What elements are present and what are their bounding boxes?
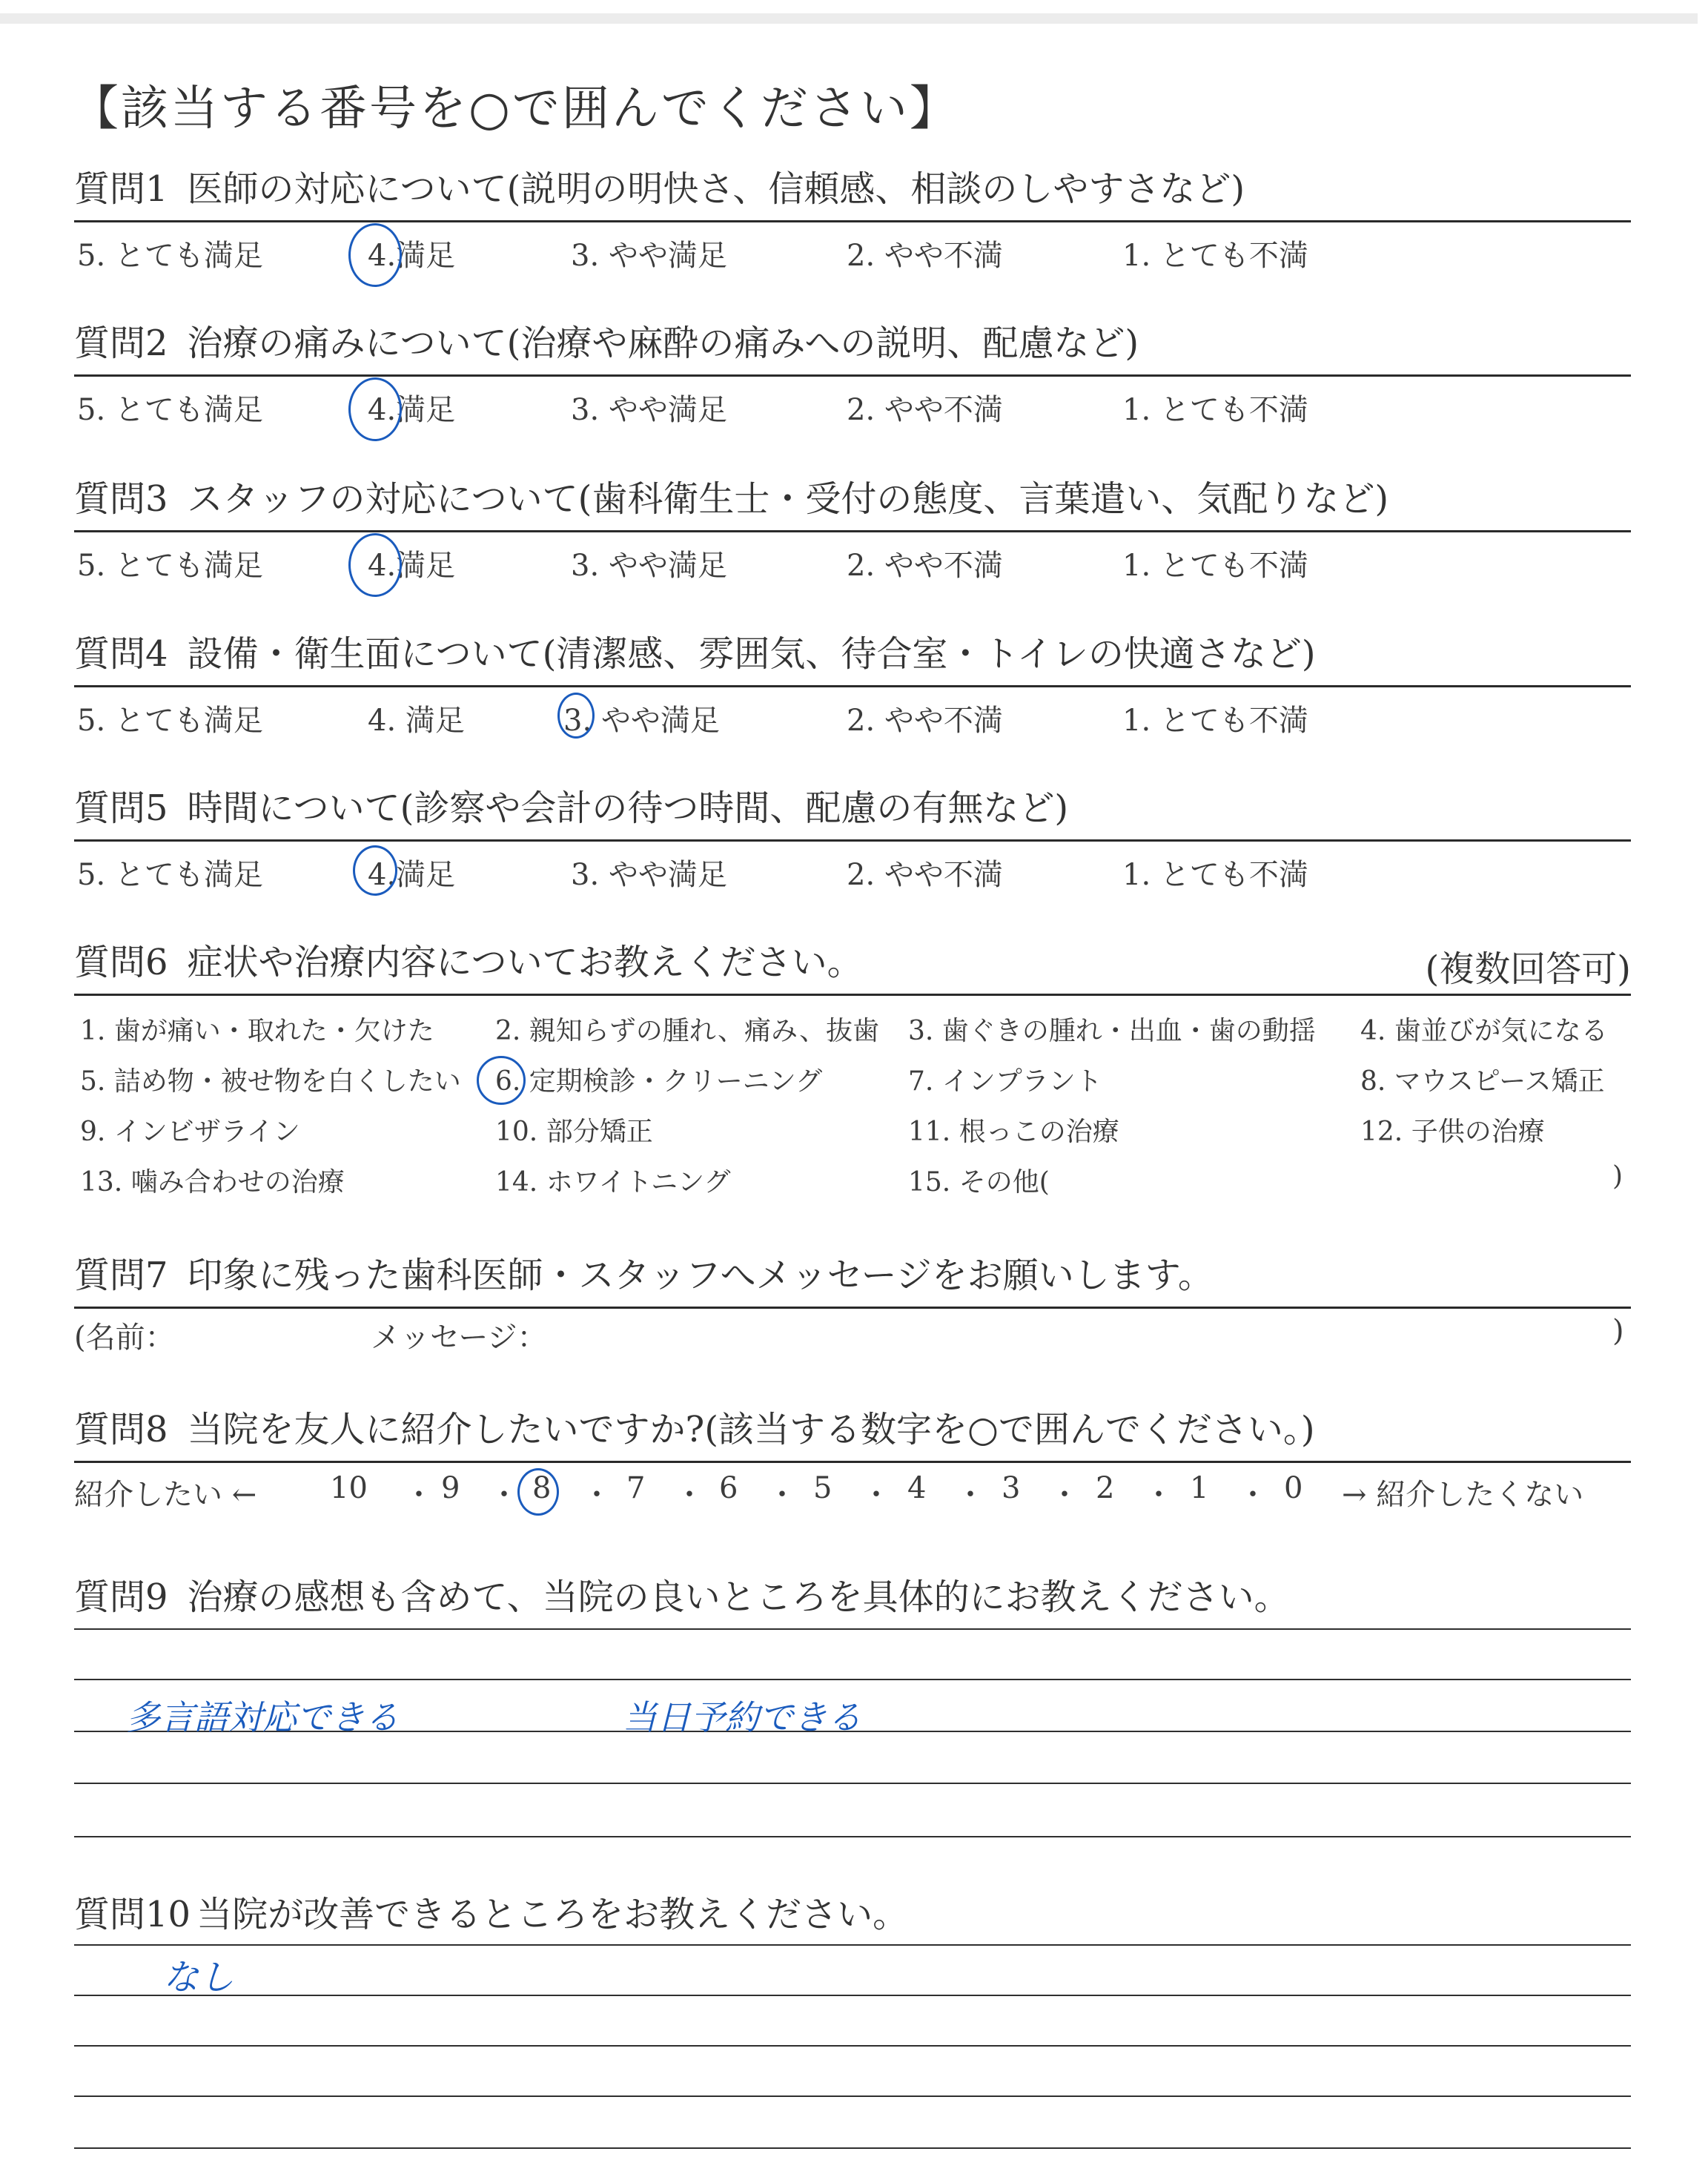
option-3[interactable]: 3. やや満足 <box>571 393 727 427</box>
option-1[interactable]: 1. とても不満 <box>1122 858 1308 892</box>
rating-options <box>74 386 1631 428</box>
option-3[interactable]: 3. やや満足 <box>571 858 727 892</box>
multi-answer-note: (複数回答可) <box>1425 948 1631 990</box>
option-3[interactable]: 3. やや満足 <box>563 704 720 738</box>
selection-circle <box>477 1056 526 1105</box>
answer-line <box>74 1944 1631 1946</box>
question-title: 質問8 当院を友人に紹介したいですか?(該当する数字を○で囲んでください。) <box>74 1409 1315 1450</box>
selection-circle <box>348 377 402 441</box>
answer-line <box>74 1836 1631 1837</box>
recommend-right-label: → 紹介したくない <box>1342 1478 1584 1512</box>
symptom-option-9[interactable]: 9. インビザライン <box>80 1117 300 1147</box>
scale-sep: ・ <box>861 1478 891 1512</box>
option-3[interactable]: 3. やや満足 <box>571 239 727 273</box>
scale-3[interactable]: 3 <box>1002 1471 1021 1505</box>
option-5[interactable]: 5. とても満足 <box>77 704 263 738</box>
option-1[interactable]: 1. とても不満 <box>1122 393 1308 427</box>
question-title: 質問3 スタッフの対応について(歯科衛生士・受付の態度、言葉遣い、気配りなど) <box>74 478 1389 520</box>
selection-circle <box>348 533 402 597</box>
question-title: 質問5 時間について(診察や会計の待つ時間、配慮の有無など) <box>74 787 1069 829</box>
question-title: 質問10 当院が改善できるところをお教えください。 <box>74 1894 909 1935</box>
scale-sep: ・ <box>489 1478 519 1512</box>
symptom-option-6[interactable]: 6. 定期検診・クリーニング <box>495 1066 823 1097</box>
question-underline <box>74 839 1631 842</box>
scale-7[interactable]: 7 <box>626 1471 646 1505</box>
rating-options <box>74 232 1631 274</box>
rating-options <box>74 542 1631 584</box>
option-5[interactable]: 5. とても満足 <box>77 393 263 427</box>
page-header: 【該当する番号を○で囲んでください】 <box>71 82 959 136</box>
question-7 <box>74 1253 1631 1298</box>
question-underline <box>74 374 1631 377</box>
answer-line <box>74 1628 1631 1630</box>
option-2[interactable]: 2. やや不満 <box>847 858 1003 892</box>
handwritten-answer: なし <box>163 1957 235 1998</box>
symptom-option-3[interactable]: 3. 歯ぐきの腫れ・出血・歯の動揺 <box>908 1016 1316 1046</box>
scale-sep: ・ <box>1050 1478 1079 1512</box>
question-title: 質問9 治療の感想も含めて、当院の良いところを具体的にお教えください。 <box>74 1576 1290 1618</box>
symptom-option-8[interactable]: 8. マウスピース矯正 <box>1360 1066 1605 1097</box>
rating-options <box>74 697 1631 739</box>
scale-sep: ・ <box>1238 1478 1268 1512</box>
question-9 <box>74 1575 1631 1619</box>
answer-line <box>74 2095 1631 2097</box>
question-6 <box>74 940 1631 990</box>
option-4[interactable]: 4.満足 <box>368 549 456 583</box>
scale-sep: ・ <box>956 1478 985 1512</box>
question-4 <box>74 632 1631 738</box>
option-1[interactable]: 1. とても不満 <box>1122 239 1308 273</box>
symptom-option-14[interactable]: 14. ホワイトニング <box>495 1167 731 1198</box>
symptom-option-2[interactable]: 2. 親知らずの腫れ、痛み、抜歯 <box>495 1016 880 1046</box>
selection-circle <box>353 845 397 896</box>
question-underline <box>74 530 1631 532</box>
selection-circle <box>517 1468 559 1516</box>
option-4[interactable]: 4. 満足 <box>368 704 465 738</box>
scale-1[interactable]: 1 <box>1190 1471 1209 1505</box>
symptom-option-1[interactable]: 1. 歯が痛い・取れた・欠けた <box>80 1016 434 1046</box>
name-label: (名前： <box>74 1321 175 1355</box>
option-1[interactable]: 1. とても不満 <box>1122 549 1308 583</box>
message-close: ) <box>1612 1314 1624 1348</box>
scale-4[interactable]: 4 <box>907 1471 927 1505</box>
scale-sep: ・ <box>582 1478 612 1512</box>
option-2[interactable]: 2. やや不満 <box>847 239 1003 273</box>
question-8 <box>74 1407 1631 1452</box>
option-2[interactable]: 2. やや不満 <box>847 549 1003 583</box>
option-5[interactable]: 5. とても満足 <box>77 549 263 583</box>
option-4[interactable]: 4.満足 <box>368 393 456 427</box>
question-title: 質問7 印象に残った歯科医師・スタッフへメッセージをお願いします。 <box>74 1255 1214 1296</box>
option-4[interactable]: 4.満足 <box>368 239 456 273</box>
answer-line <box>74 1783 1631 1784</box>
scale-9[interactable]: 9 <box>441 1471 460 1505</box>
symptom-other-close: ) <box>1612 1161 1623 1192</box>
symptom-option-7[interactable]: 7. インプラント <box>908 1066 1102 1097</box>
question-5 <box>74 786 1631 892</box>
answer-line <box>74 1679 1631 1680</box>
symptom-option-12[interactable]: 12. 子供の治療 <box>1360 1117 1545 1147</box>
handwritten-answer-1: 多言語対応できる <box>126 1697 399 1737</box>
scale-6[interactable]: 6 <box>719 1471 738 1505</box>
symptom-option-4[interactable]: 4. 歯並びが気になる <box>1360 1016 1608 1046</box>
question-title: 質問2 治療の痛みについて(治療や麻酔の痛みへの説明、配慮など) <box>74 323 1139 364</box>
option-2[interactable]: 2. やや不満 <box>847 393 1003 427</box>
scale-sep: ・ <box>404 1478 434 1512</box>
selection-circle <box>557 693 595 739</box>
answer-line <box>74 2147 1631 2149</box>
answer-line <box>74 1995 1631 1996</box>
question-3 <box>74 477 1631 583</box>
handwritten-answer-2: 当日予約できる <box>623 1697 861 1737</box>
question-underline <box>74 994 1631 996</box>
scan-edge <box>0 13 1698 24</box>
option-5[interactable]: 5. とても満足 <box>77 858 263 892</box>
scale-5[interactable]: 5 <box>813 1471 833 1505</box>
message-label: メッセージ： <box>371 1321 547 1355</box>
question-title: 質問4 設備・衛生面について(清潔感、雰囲気、待合室・トイレの快適さなど) <box>74 633 1316 675</box>
symptom-option-13[interactable]: 13. 噛み合わせの治療 <box>80 1167 345 1198</box>
question-1 <box>74 167 1631 273</box>
scale-2[interactable]: 2 <box>1096 1471 1115 1505</box>
option-1[interactable]: 1. とても不満 <box>1122 704 1308 738</box>
option-2[interactable]: 2. やや不満 <box>847 704 1003 738</box>
question-title: 質問1 医師の対応について(説明の明快さ、信頼感、相談のしやすさなど) <box>74 168 1245 210</box>
selection-circle <box>348 223 402 287</box>
option-4[interactable]: 4.満足 <box>368 858 456 892</box>
question-10 <box>74 1892 1631 1937</box>
answer-line <box>74 2045 1631 2047</box>
scale-sep: ・ <box>767 1478 797 1512</box>
question-underline <box>74 1461 1631 1463</box>
scale-0[interactable]: 0 <box>1284 1471 1303 1505</box>
symptom-option-10[interactable]: 10. 部分矯正 <box>495 1117 653 1147</box>
question-underline <box>74 220 1631 222</box>
scale-8[interactable]: 8 <box>532 1471 552 1505</box>
question-underline <box>74 685 1631 687</box>
scale-10[interactable]: 10 <box>330 1471 368 1505</box>
symptom-option-11[interactable]: 11. 根っこの治療 <box>908 1117 1119 1147</box>
rating-options <box>74 851 1631 893</box>
scale-sep: ・ <box>675 1478 704 1512</box>
question-underline <box>74 1307 1631 1309</box>
symptom-option-5[interactable]: 5. 詰め物・被せ物を白くしたい <box>80 1066 461 1097</box>
question-2 <box>74 321 1631 427</box>
option-5[interactable]: 5. とても満足 <box>77 239 263 273</box>
symptom-option-15[interactable]: 15. その他( <box>908 1167 1050 1198</box>
option-3[interactable]: 3. やや満足 <box>571 549 727 583</box>
recommend-left-label: 紹介したい ← <box>74 1478 257 1512</box>
question-title: 質問6 症状や治療内容についてお教えください。 <box>74 942 863 983</box>
scale-sep: ・ <box>1144 1478 1174 1512</box>
